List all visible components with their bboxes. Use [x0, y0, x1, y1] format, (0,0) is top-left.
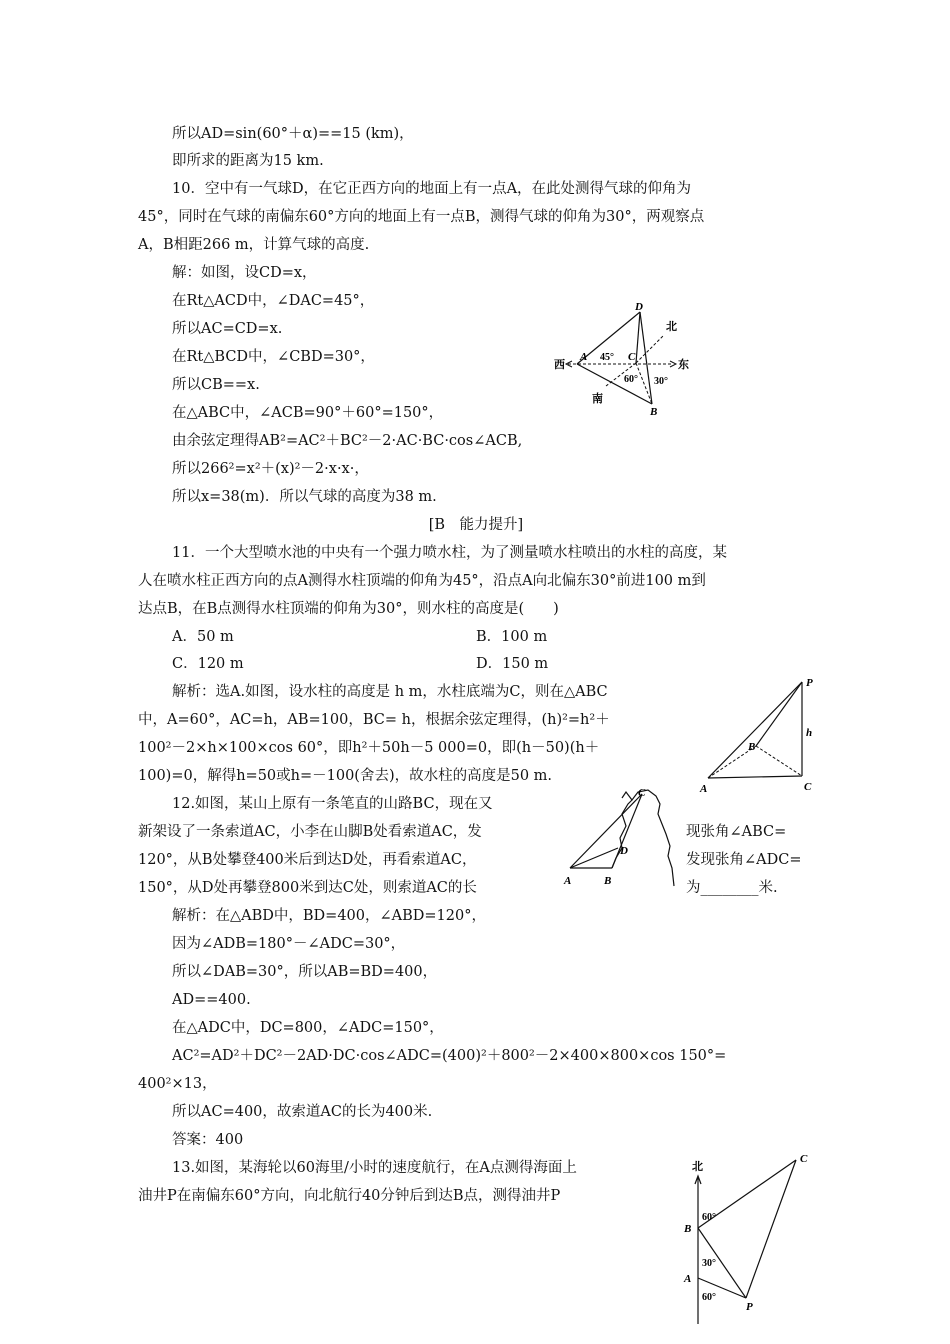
text-line: 为________米.: [686, 880, 778, 896]
label-a: A: [580, 351, 588, 363]
text-line: 解：如图，设CD=x，: [172, 265, 317, 281]
text-line: 即所求的距离为15 km.: [172, 153, 324, 169]
text-line: 13.如图，某海轮以60海里/小时的速度航行，在A点测得海面上: [172, 1160, 577, 1176]
angle-45: 45°: [600, 352, 614, 363]
text-line: 中，A=60°，AC=h，AB=100，BC= h，根据余弦定理得，(h)²=h²＋: [138, 712, 610, 728]
text-line: 油井P在南偏东60°方向，向北航行40分钟后到达B点，测得油井P: [138, 1188, 561, 1204]
option-a: A．50 m: [172, 629, 234, 645]
label-west: 西: [554, 359, 565, 371]
text-line: 发现张角∠ADC=: [686, 852, 802, 868]
figure-mountain-diagram: [562, 786, 688, 890]
figure-fountain-diagram: [694, 674, 824, 796]
label-south: 南: [592, 393, 603, 405]
text-line: 45°，同时在气球的南偏东60°方向的地面上有一点B，测得气球的仰角为30°，两观察点: [138, 209, 705, 225]
label-b: B: [684, 1223, 692, 1235]
text-line: 400²×13，: [138, 1076, 217, 1092]
option-c: C．120 m: [172, 656, 244, 672]
text-line: 所以AD=sin(60°＋α)==15 (km)，: [172, 126, 414, 142]
label-east: 东: [678, 359, 689, 371]
text-line: 150°，从D处再攀登800米到达C处，则索道AC的长: [138, 880, 477, 896]
text-line: 12.如图，某山上原有一条笔直的山路BC，现在又: [172, 796, 493, 812]
text-line: 所以∠DAB=30°，所以AB=BD=400，: [172, 964, 438, 980]
text-line: 所以266²=x²＋(x)²－2·x·x·，: [172, 461, 369, 477]
label-a: A: [700, 783, 708, 795]
label-c: C: [638, 787, 646, 799]
text-line: 11．一个大型喷水池的中央有一个强力喷水柱，为了测量喷水柱喷出的水柱的高度，某: [172, 545, 727, 561]
section-heading: [B 能力提升]: [428, 517, 524, 533]
text-line: 由余弦定理得AB²=AC²＋BC²－2·AC·BC·cos∠ACB,: [172, 433, 523, 449]
text-line: AD==400.: [172, 992, 251, 1008]
text-line: 达点B，在B点测得水柱顶端的仰角为30°，则水柱的高度是( ): [138, 601, 559, 617]
text-line: 所以AC=CD=x.: [172, 321, 283, 337]
label-c: C: [804, 781, 812, 793]
label-b: B: [650, 406, 658, 418]
label-c: C: [628, 351, 636, 363]
label-p: P: [746, 1301, 753, 1313]
text-line: 解析：在△ABD中，BD=400，∠ABD=120°，: [172, 908, 486, 924]
text-line: 100)=0，解得h=50或h=－100(舍去)，故水柱的高度是50 m.: [138, 768, 553, 784]
label-d: D: [620, 845, 628, 857]
label-b: B: [748, 741, 756, 753]
angle-60: 60°: [624, 374, 638, 385]
angle-60-bottom: 60°: [702, 1292, 716, 1303]
text-line: AC²=AD²＋DC²－2AD·DC·cos∠ADC=(400)²＋800²－2×400×800×cos 150°=: [172, 1048, 727, 1064]
answer-line: 答案：400: [172, 1132, 244, 1148]
text-line: 所以AC=400，故索道AC的长为400米.: [172, 1104, 433, 1120]
label-north: 北: [666, 321, 677, 333]
label-c: C: [800, 1153, 808, 1165]
label-north: 北: [692, 1161, 703, 1173]
angle-30: 30°: [654, 376, 668, 387]
label-d: D: [635, 301, 643, 313]
label-a: A: [684, 1273, 692, 1285]
text-line: A，B相距266 m，计算气球的高度.: [138, 237, 370, 253]
text-line: 在△ADC中，DC=800，∠ADC=150°，: [172, 1020, 444, 1036]
text-line: 新架设了一条索道AC，小李在山脚B处看索道AC，发: [138, 824, 482, 840]
text-line: 因为∠ADB=180°－∠ADC=30°，: [172, 936, 406, 952]
text-line: 在Rt△BCD中，∠CBD=30°，: [172, 349, 375, 365]
text-line: 在Rt△ACD中，∠DAC=45°，: [172, 293, 375, 309]
angle-30: 30°: [702, 1258, 716, 1269]
figure-balloon-diagram: [552, 298, 702, 418]
angle-60-top: 60°: [702, 1212, 716, 1223]
text-line: 10．空中有一气球D，在它正西方向的地面上有一点A，在此处测得气球的仰角为: [172, 181, 692, 197]
label-a: A: [564, 875, 572, 887]
label-h: h: [806, 727, 813, 739]
label-b: B: [604, 875, 612, 887]
text-line: 所以CB==x.: [172, 377, 260, 393]
label-p: P: [806, 677, 813, 689]
text-line: 120°，从B处攀登400米后到达D处，再看索道AC，: [138, 852, 477, 868]
text-line: 100²－2×h×100×cos 60°，即h²＋50h－5 000=0，即(h－50)(h＋: [138, 740, 600, 756]
option-b: B．100 m: [476, 629, 548, 645]
text-line: 在△ABC中，∠ACB=90°＋60°=150°，: [172, 405, 444, 421]
text-line: 人在喷水柱正西方向的点A测得水柱顶端的仰角为45°，沿点A向北偏东30°前进100 m到: [138, 573, 706, 589]
text-line: 所以x=38(m)．所以气球的高度为38 m.: [172, 489, 437, 505]
text-line: 现张角∠ABC=: [686, 824, 787, 840]
text-line: 解析：选A.如图，设水柱的高度是 h m，水柱底端为C，则在△ABC: [172, 684, 608, 700]
option-d: D．150 m: [476, 656, 549, 672]
figure-ship-diagram: [676, 1148, 818, 1324]
